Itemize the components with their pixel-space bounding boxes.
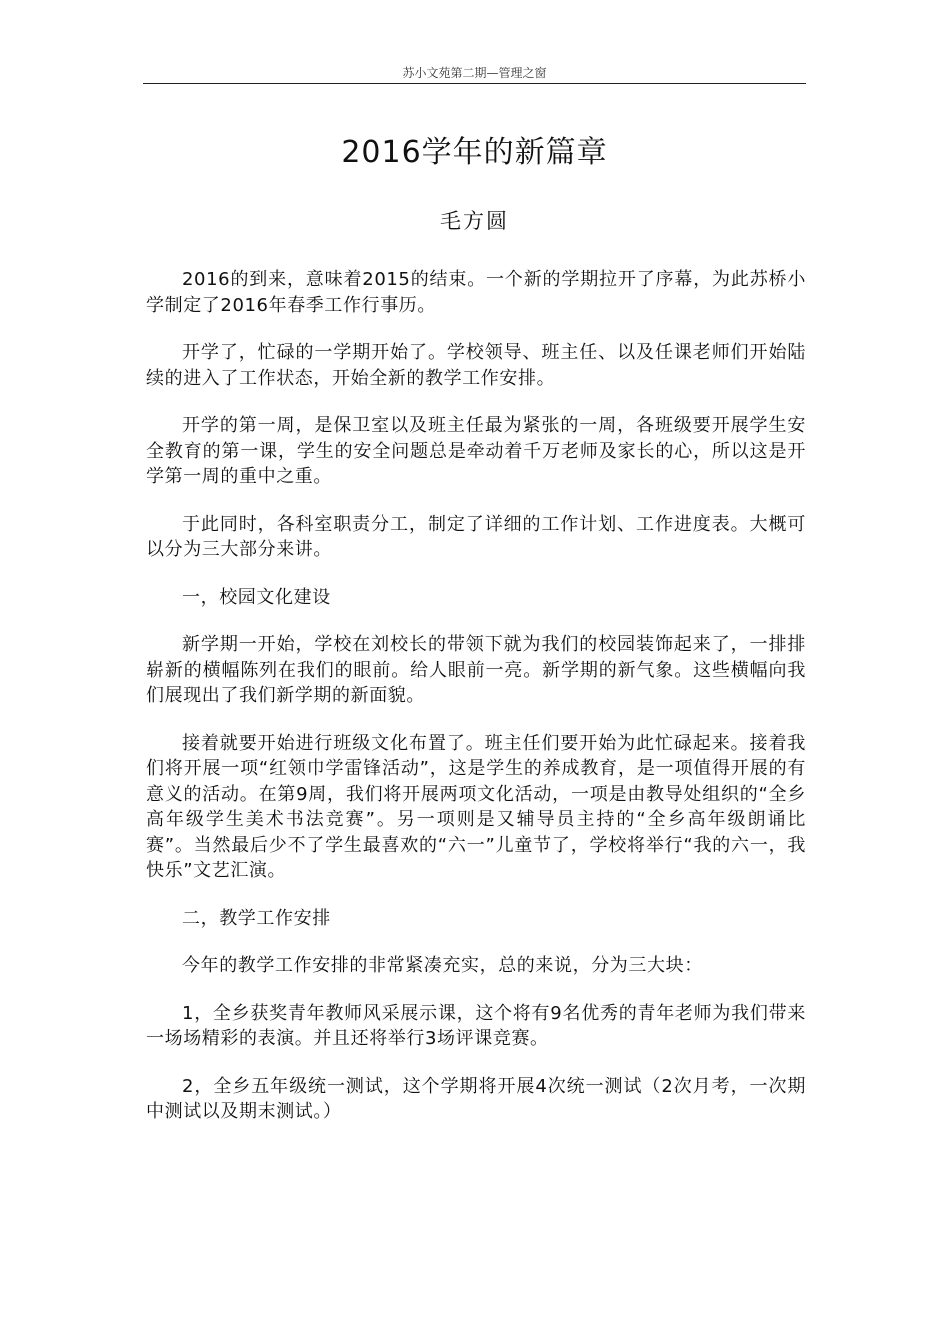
section-heading-teaching: 二，教学工作安排 [182,907,331,929]
paragraph-item-2: 2，全乡五年级统一测试，这个学期将开展4次统一测试（2次月考，一次期中测试以及期末测试。） [146,1075,806,1122]
paragraph-campus-decoration: 新学期一开始，学校在刘校长的带领下就为我们的校园装饰起来了，一排排崭新的横幅陈列在我们的眼前。给人眼前一亮。新学期的新气象。这些横幅向我们展现出了我们新学期的新面貌。 [146,634,806,706]
header-divider [143,83,806,84]
paragraph-semester-start: 开学了，忙碌的一学期开始了。学校领导、班主任、以及任课老师们开始陆续的进入了工作状态，开始全新的教学工作安排。 [146,342,806,389]
paragraph-item-1: 1，全乡获奖青年教师风采展示课，这个将有9名优秀的青年老师为我们带来一场场精彩的表演。并且还将举行3场评课竞赛。 [146,1002,806,1049]
paragraph-teaching-overview: 今年的教学工作安排的非常紧凑充实，总的来说，分为三大块： [182,955,703,976]
paragraph-class-culture: 接着就要开始进行班级文化布置了。班主任们要开始为此忙碌起来。接着我们将开展一项“红领巾学雷锋活动”，这是学生的养成教育，是一项值得开展的有意义的活动。在第9周，我们将开展两项文化活动，一项是由教导处组织的“全乡高年级学生美术书法竞赛”。另一项则是又辅导员主持的“全乡高年级朗诵比赛”。当然最后少不了学生最喜欢的“六一”儿童节了，学校将举行“我的六一，我快乐”文艺汇演。 [146,732,806,881]
paragraph-work-plan: 于此同时，各科室职责分工，制定了详细的工作计划、工作进度表。大概可以分为三大部分来讲。 [146,513,806,560]
article-title: 2016学年的新篇章 [341,135,608,170]
paragraph-first-week: 开学的第一周，是保卫室以及班主任最为紧张的一周，各班级要开展学生安全教育的第一课，学生的安全问题总是牵动着千万老师及家长的心，所以这是开学第一周的重中之重。 [146,415,806,487]
section-heading-campus-culture: 一，校园文化建设 [182,586,331,608]
paragraph-intro: 2016的到来，意味着2015的结束。一个新的学期拉开了序幕，为此苏桥小学制定了2016年春季工作行事历。 [146,269,806,316]
running-header: 苏小文苑第二期—管理之窗 [402,66,547,80]
article-body [146,267,806,1147]
article-author: 毛方圆 [440,209,509,233]
